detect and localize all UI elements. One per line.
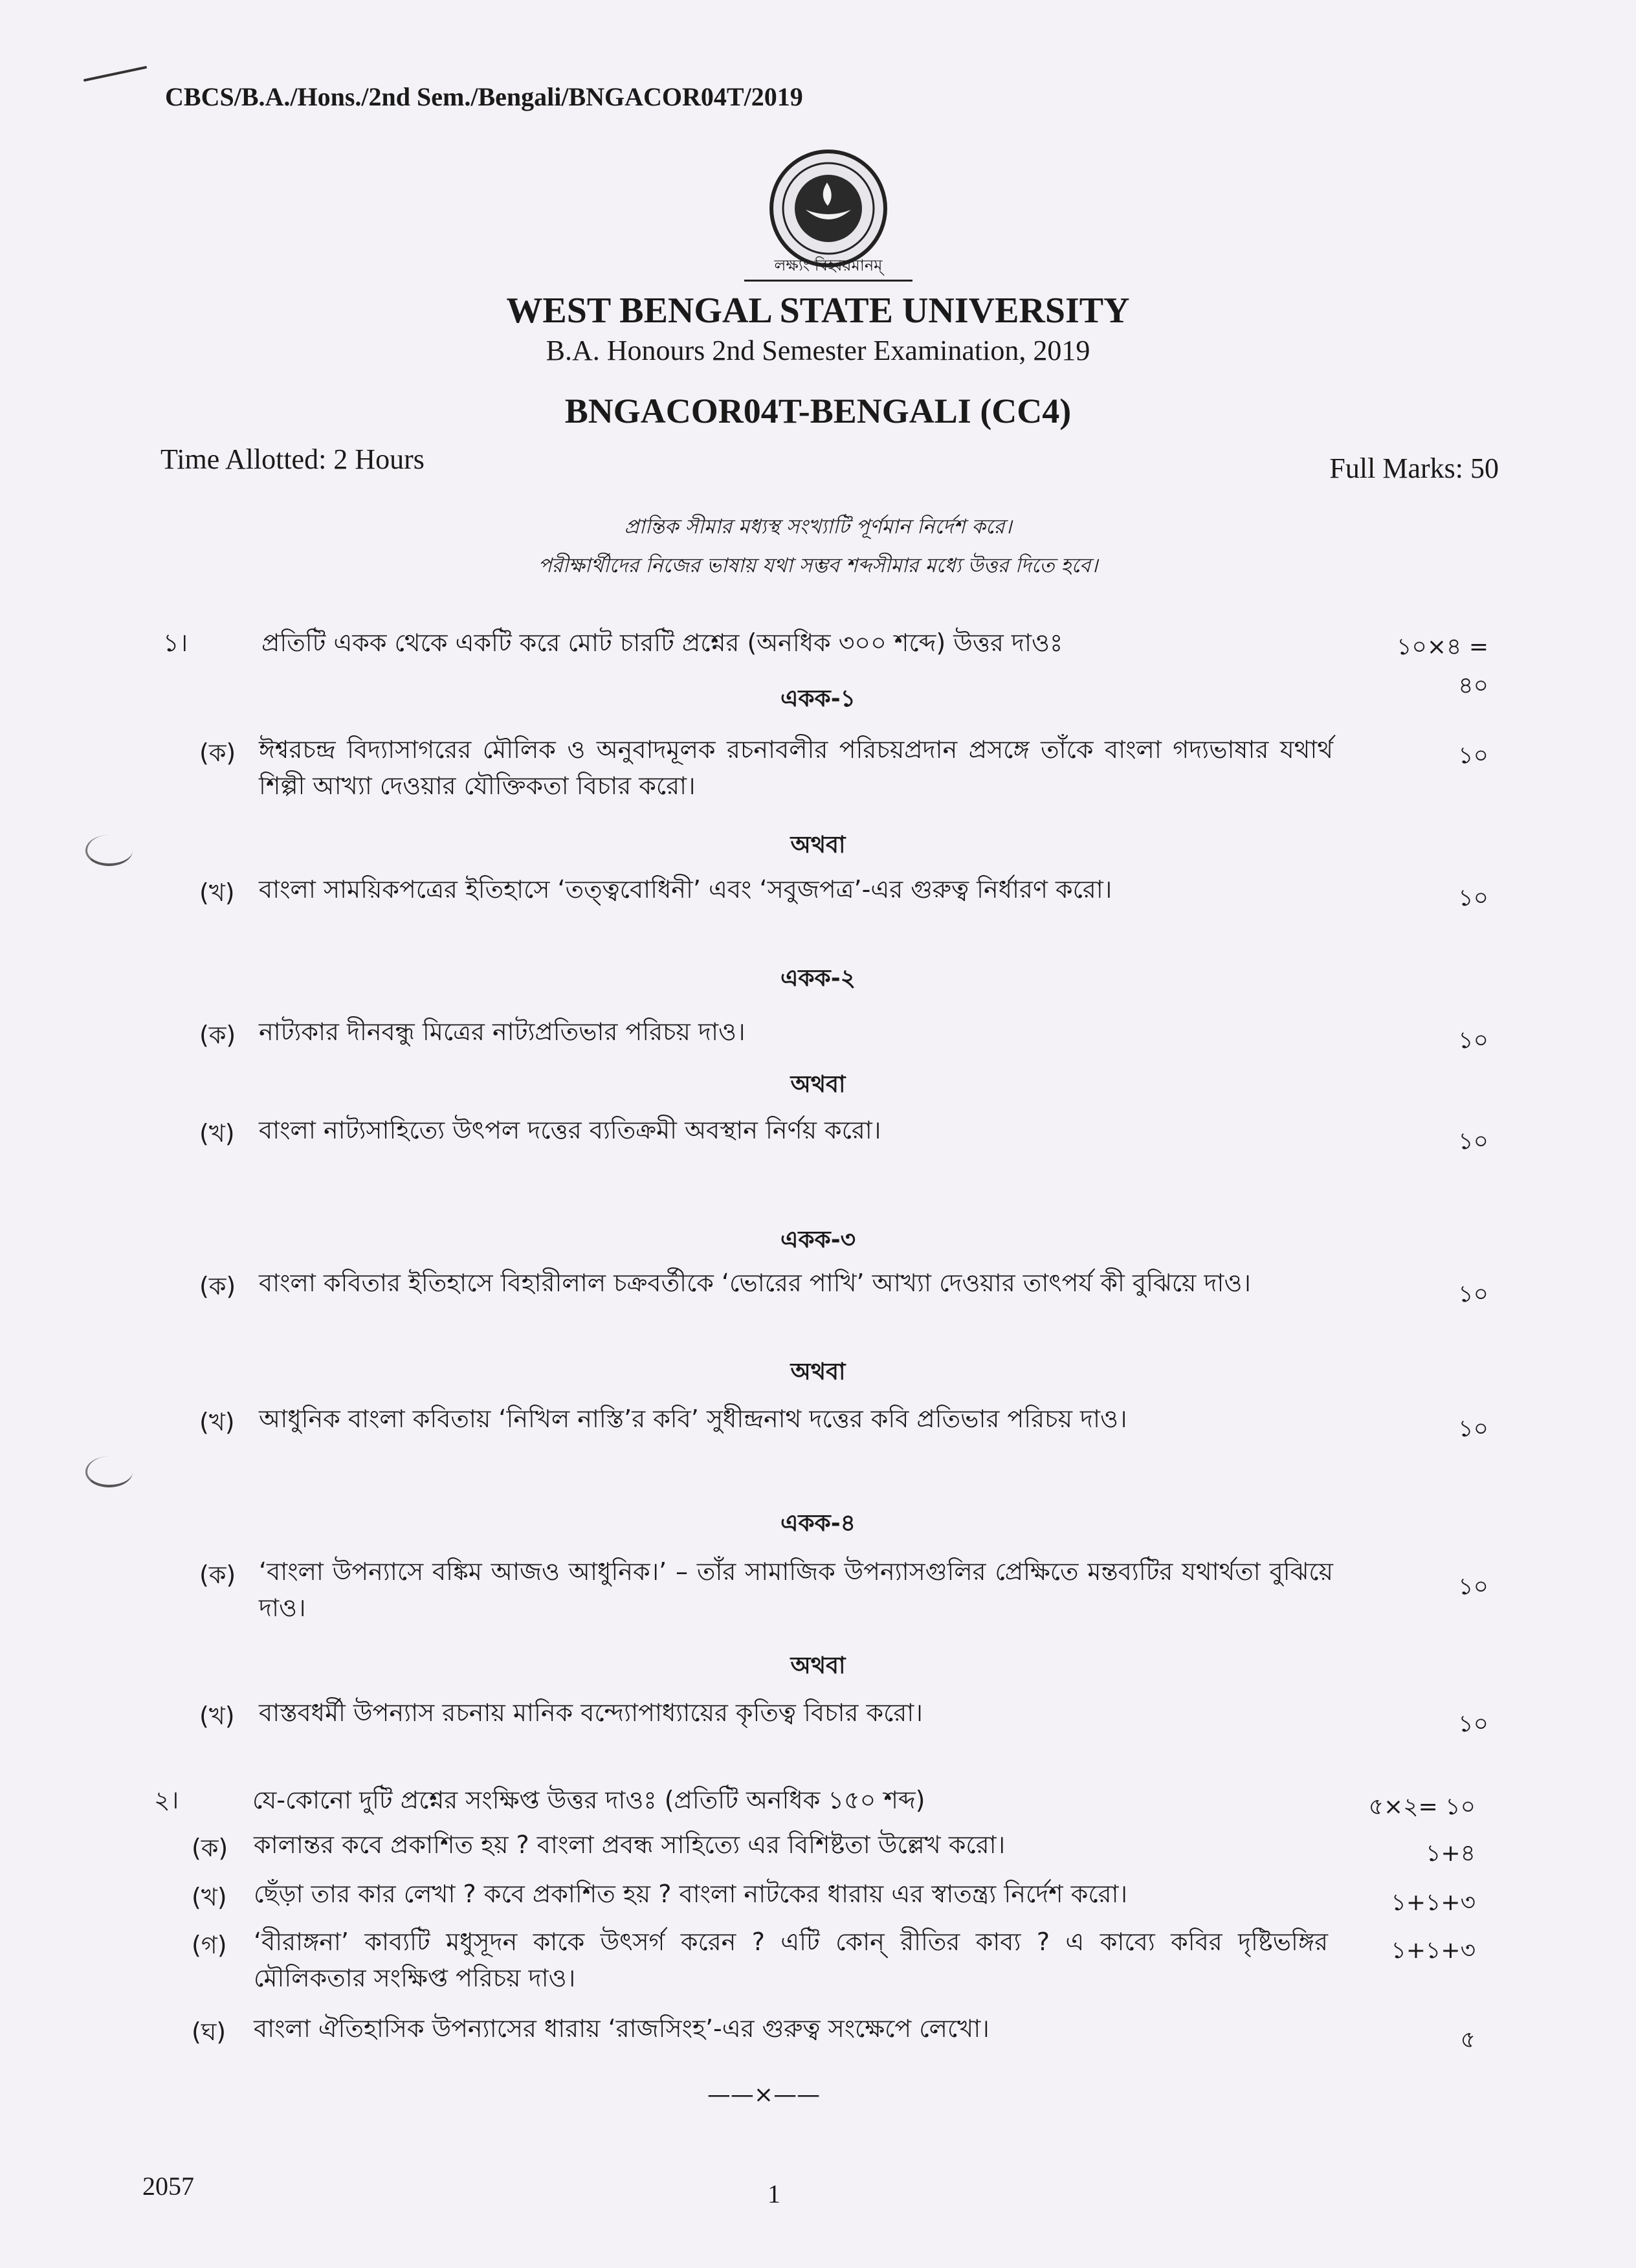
time-allotted: Time Allotted: 2 Hours [160, 443, 425, 475]
course-title: BNGACOR04T-BENGALI (CC4) [564, 392, 1072, 430]
option-text: কালান্তর কবে প্রকাশিত হয় ? বাংলা প্রবন্ধ সাহিত্যে এর বিশিষ্টতা উল্লেখ করো। [254, 1830, 1006, 1859]
exam-title: B.A. Honours 2nd Semester Examination, 2019 [546, 335, 1090, 366]
punch-hole [85, 1456, 133, 1487]
question-marks: ৫×২= ১০ [1368, 1794, 1476, 1820]
option-text: বাংলা সাময়িকপত্রের ইতিহাসে ‘তত্ত্ববোধিনী’ এবং ‘সবুজপত্র’-এর গুরুত্ব নির্ধারণ করো। [259, 875, 1112, 904]
punch-hole [85, 835, 133, 866]
option-label: (খ) [199, 878, 235, 907]
option-text: ‘বীরাঙ্গনা’ কাব্যটি মধুসূদন কাকে উৎসর্গ করেন ? এটি কোন্ রীতির কাব্য ? এ কাব্যে কবির দৃষ্টিভঙ্গির মৌলিকতার সংক্ষিপ্ত পরিচয় দাও। [254, 1928, 1328, 1992]
option-marks: ১+১+৩ [1391, 1889, 1476, 1916]
option-marks: ১০ [1458, 1573, 1488, 1600]
or-label: অথবা [790, 1071, 846, 1098]
full-marks: Full Marks: 50 [1329, 452, 1499, 484]
option-marks: ১০ [1458, 742, 1488, 769]
footer-code: 2057 [142, 2172, 194, 2201]
unit-title: একক-৩ [780, 1227, 856, 1253]
option-text: ঈশ্বরচন্দ্র বিদ্যাসাগরের মৌলিক ও অনুবাদমূলক রচনাবলীর পরিচয়প্রদান প্রসঙ্গে তাঁকে বাংলা গদ্যভাষার যথার্থ শিল্পী আখ্যা দেওয়ার যৌক্তিকতা বিচার করো। [259, 735, 1333, 800]
question-number: ২। [154, 1786, 179, 1814]
option-label: (খ) [199, 1702, 235, 1730]
paper-code: CBCS/B.A./Hons./2nd Sem./Bengali/BNGACOR04T/2019 [165, 82, 803, 111]
option-text: বাস্তবধর্মী উপন্যাস রচনায় মানিক বন্দ্যোপাধ্যায়ের কৃতিত্ব বিচার করো। [259, 1698, 923, 1727]
university-name: WEST BENGAL STATE UNIVERSITY [506, 291, 1130, 331]
option-label: (ক) [199, 1561, 236, 1589]
instruction-line: পরীক্ষার্থীদের নিজের ভাষায় যথা সম্ভব শব্দসীমার মধ্যে উত্তর দিতে হবে। [538, 554, 1098, 577]
unit-title: একক-১ [780, 685, 856, 712]
option-text: আধুনিক বাংলা কবিতায় ‘নিখিল নাস্তি’র কবি’ সুধীন্দ্রনাথ দত্তের কবি প্রতিভার পরিচয় দাও। [259, 1405, 1127, 1433]
or-label: অথবা [790, 832, 846, 858]
option-label: (খ) [199, 1408, 235, 1436]
pen-mark [83, 66, 148, 82]
option-text: বাংলা কবিতার ইতিহাসে বিহারীলাল চক্রবর্তীকে ‘ভোরের পাখি’ আখ্যা দেওয়ার তাৎপর্য কী বুঝিয়ে দাও। [259, 1269, 1252, 1297]
question-text: যে-কোনো দুটি প্রশ্নের সংক্ষিপ্ত উত্তর দাওঃ (প্রতিটি অনধিক ১৫০ শব্দ) [252, 1786, 925, 1814]
question-number: ১। [163, 628, 188, 657]
option-marks: ১০ [1458, 1128, 1488, 1155]
option-label: (ক) [199, 739, 236, 767]
option-marks: ১০ [1458, 1416, 1488, 1442]
unit-title: একক-২ [780, 965, 856, 992]
question-text: প্রতিটি একক থেকে একটি করে মোট চারটি প্রশ্নের (অনধিক ৩০০ শব্দে) উত্তর দাওঃ [261, 628, 1063, 657]
page-number: 1 [768, 2179, 780, 2208]
option-label: (খ) [199, 1119, 235, 1148]
or-label: অথবা [790, 1652, 846, 1679]
motto-underline [744, 280, 912, 282]
university-motto: লক্ষ্যং বিহ্বয়মানম্ [774, 256, 883, 274]
instruction-line: প্রান্তিক সীমার মধ্যস্থ সংখ্যাটি পূর্ণমান নির্দেশ করে। [624, 515, 1012, 539]
option-text: ছেঁড়া তার কার লেখা ? কবে প্রকাশিত হয় ? বাংলা নাটকের ধারায় এর স্বাতন্ত্র্য নির্দেশ করো। [254, 1880, 1128, 1908]
question-marks: ১০×৪ = ৪০ [1397, 634, 1488, 699]
option-marks: ১০ [1458, 1711, 1488, 1737]
option-label: (গ) [192, 1931, 227, 1959]
option-label: (খ) [192, 1883, 227, 1911]
option-marks: ১০ [1458, 885, 1488, 911]
or-label: অথবা [790, 1359, 846, 1385]
unit-title: একক-৪ [780, 1510, 856, 1537]
option-marks: ১+১+৩ [1391, 1937, 1476, 1964]
option-label: (ক) [199, 1021, 236, 1049]
end-mark: ——×—— [707, 2082, 821, 2108]
option-text: বাংলা নাট্যসাহিত্যে উৎপল দত্তের ব্যতিক্রমী অবস্থান নির্ণয় করো। [259, 1116, 881, 1144]
option-marks: ১+৪ [1426, 1840, 1476, 1867]
option-label: (ঘ) [192, 2018, 227, 2046]
option-marks: ১০ [1458, 1281, 1488, 1307]
option-text: ‘বাংলা উপন্যাসে বঙ্কিম আজও আধুনিক।’ – তাঁর সামাজিক উপন্যাসগুলির প্রেক্ষিতে মন্তব্যটির যথার্থতা বুঝিয়ে দাও। [259, 1557, 1333, 1622]
option-marks: ১০ [1458, 1027, 1488, 1054]
option-text: বাংলা ঐতিহাসিক উপন্যাসের ধারায় ‘রাজসিংহ’-এর গুরুত্ব সংক্ষেপে লেখো। [254, 2014, 989, 2043]
option-marks: ৫ [1460, 2027, 1476, 2053]
option-text: নাট্যকার দীনবন্ধু মিত্রের নাট্যপ্রতিভার পরিচয় দাও। [259, 1017, 746, 1046]
option-label: (ক) [192, 1834, 228, 1862]
option-label: (ক) [199, 1272, 236, 1300]
